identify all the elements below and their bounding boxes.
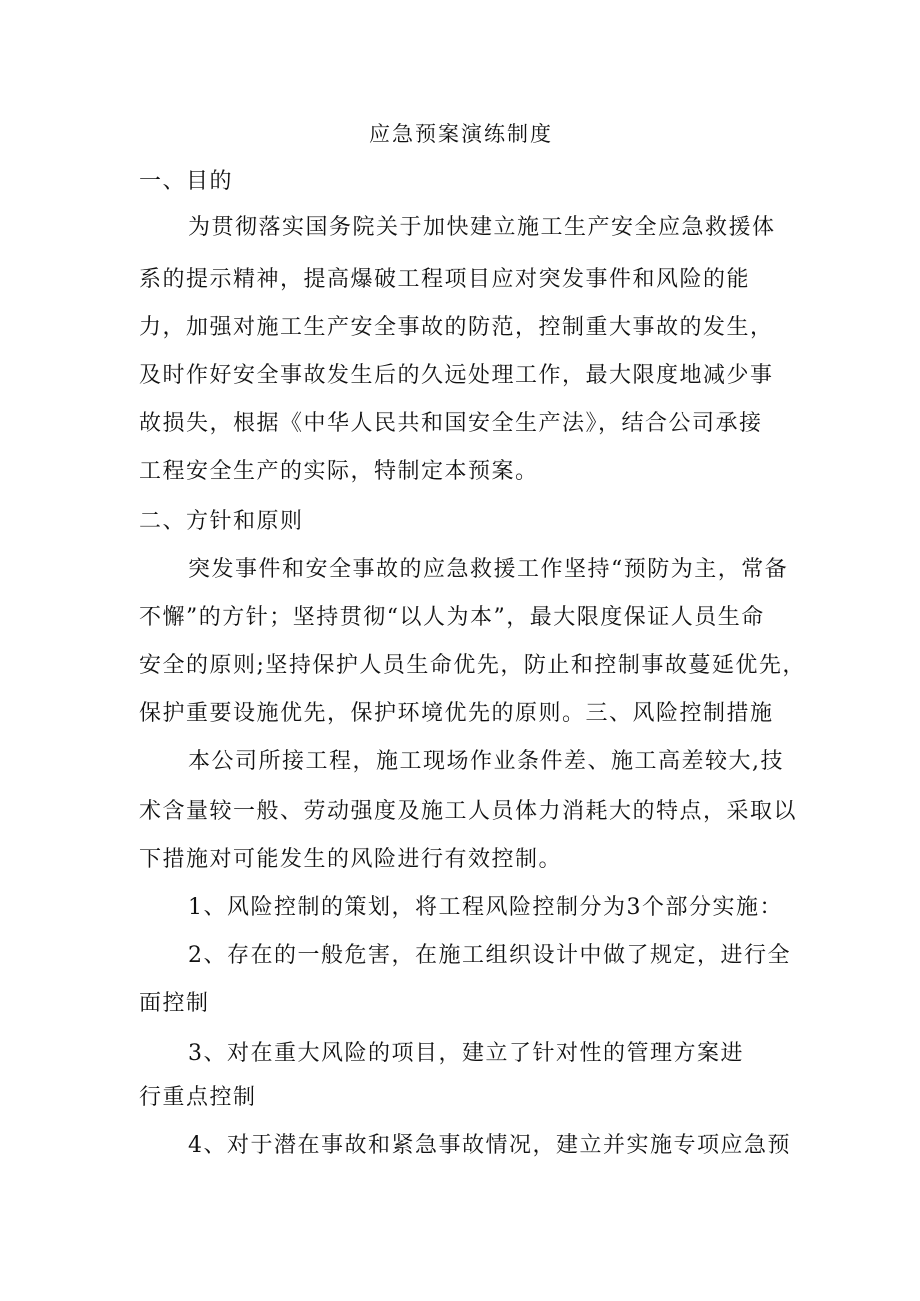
list-item-continuation: 行重点控制	[139, 1085, 257, 1110]
section-heading-principles: 二、方针和原则	[139, 509, 304, 534]
paragraph-line: 不懈”的方针；坚持贯彻“以人为本”，最大限度保证人员生命	[139, 605, 765, 630]
list-item: 3、对在重大风险的项目，建立了针对性的管理方案进	[188, 1041, 744, 1066]
paragraph-line: 下措施对可能发生的风险进行有效控制。	[139, 847, 563, 872]
paragraph-line: 故损失，根据《中华人民共和国安全生产法》，结合公司承接	[139, 411, 763, 436]
document-title: 应急预案演练制度	[369, 122, 553, 146]
paragraph-line: 系的提示精神，提高爆破工程项目应对突发事件和风险的能	[139, 267, 751, 292]
paragraph-line: 术含量较一般、劳动强度及施工人员体力消耗大的特点，采取以	[139, 799, 798, 824]
list-item: 2、存在的一般危害，在施工组织设计中做了规定，进行全	[188, 943, 791, 968]
paragraph-line: 为贯彻落实国务院关于加快建立施工生产安全应急救援体	[188, 215, 776, 240]
paragraph-line: 安全的原则;坚持保护人员生命优先，防止和控制事故蔓延优先，	[139, 653, 806, 678]
paragraph-line: 本公司所接工程，施工现场作业条件差、施工高差较大,技	[188, 749, 784, 774]
paragraph-line: 工程安全生产的实际，特制定本预案。	[139, 459, 539, 484]
section-heading-purpose: 一、目的	[139, 169, 234, 194]
list-item-continuation: 面控制	[139, 991, 210, 1016]
paragraph-line: 保护重要设施优先，保护环境优先的原则。三、风险控制措施	[139, 701, 774, 726]
paragraph-line: 力，加强对施工生产安全事故的防范，控制重大事故的发生，	[139, 315, 774, 340]
paragraph-line: 及时作好安全事故发生后的久远处理工作，最大限度地减少事	[139, 363, 774, 388]
list-item: 4、对于潜在事故和紧急事故情况，建立并实施专项应急预	[188, 1133, 791, 1158]
list-item: 1、风险控制的策划，将工程风险控制分为3个部分实施：	[188, 895, 783, 920]
paragraph-line: 突发事件和安全事故的应急救援工作坚持“预防为主，常备	[188, 557, 789, 582]
